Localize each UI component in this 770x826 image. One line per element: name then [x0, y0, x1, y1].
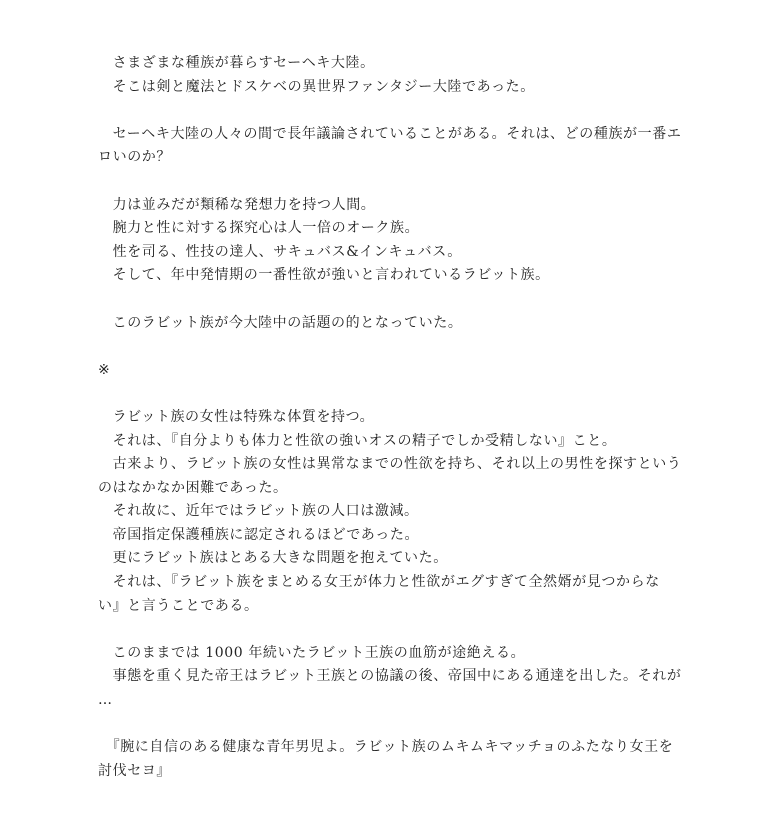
blank-line	[98, 713, 670, 737]
text-line: それ故に、近年ではラビット族の人口は激減。	[98, 503, 419, 520]
text-line: 『腕に自信のある健康な青年男児よ。ラビット族のムキムキマッチョのふたなり女王を	[98, 739, 674, 756]
blank-line	[98, 382, 670, 406]
text-line: 事態を重く見た帝王はラビット王族との協議の後、帝国中にある通達を出した。それが	[98, 668, 682, 685]
blank-line	[98, 618, 670, 642]
text-line: ※	[98, 361, 111, 378]
text-line: ロいのか？	[98, 149, 171, 166]
text-line: それは、『ラビット族をまとめる女王が体力と性欲がエグすぎて全然婿が見つからな	[98, 574, 660, 591]
text-line: 帝国指定保護種族に認定されるほどであった。	[98, 526, 420, 543]
blank-line	[98, 170, 670, 194]
text-line: 討伐セヨ』	[98, 762, 171, 779]
document-body	[98, 52, 682, 783]
text-line: ラビット族の女性は特殊な体質を持つ。	[98, 408, 375, 425]
text-line: い』と言うことである。	[98, 597, 259, 614]
text-line: セーヘキ大陸の人々の間で長年議論されていることがある。それは、どの種族が一番エ	[98, 125, 682, 142]
text-line: このままでは 1000 年続いたラビット王族の血筋が途絶える。	[98, 644, 526, 661]
text-line: 古来より、ラビット族の女性は異常なまでの性欲を持ち、それ以上の男性を探すという	[98, 456, 682, 473]
text-line: …	[98, 692, 113, 709]
text-line: このラビット族が今大陸中の話題の的となっていた。	[98, 314, 463, 331]
text-line: そして、年中発情期の一番性欲が強いと言われているラビット族。	[98, 267, 550, 284]
text-line: のはなかなか困難であった。	[98, 479, 288, 496]
text-line: 腕力と性に対する探究心は人一倍のオーク族。	[98, 220, 420, 237]
text-line: そこは剣と魔法とドスケベの異世界ファンタジー大陸であった。	[98, 78, 535, 95]
blank-line	[98, 335, 670, 359]
text-line: 力は並みだが類稀な発想力を持つ人間。	[98, 196, 376, 213]
blank-line	[98, 288, 670, 312]
blank-line	[98, 99, 670, 123]
text-line: 更にラビット族はとある大きな問題を抱えていた。	[98, 550, 448, 567]
text-line: それは、『自分よりも体力と性欲の強いオスの精子でしか受精しない』こと。	[98, 432, 617, 449]
text-line: さまざまな種族が暮らすセーヘキ大陸。	[98, 55, 375, 71]
text-line: 性を司る、性技の達人、サキュバス&インキュバス。	[98, 243, 462, 260]
